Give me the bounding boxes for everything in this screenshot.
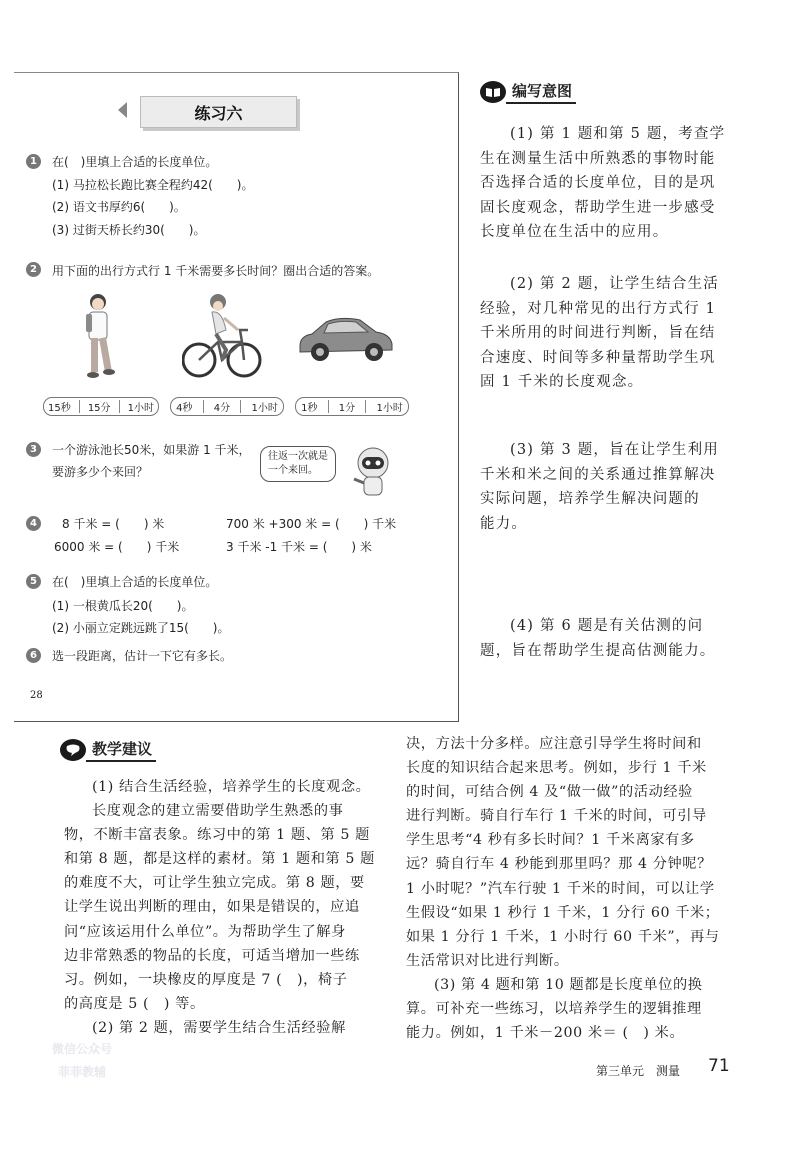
design-intent-para-2 — [480, 272, 780, 395]
text-line: 习。例如，一块橡皮的厚度是 7 ( )，椅子 — [64, 971, 348, 988]
text-line: 的难度不大，可让学生独立完成。第 8 题，要 — [64, 875, 365, 892]
text-line: 固长度观念，帮助学生进一步感受 — [480, 199, 716, 216]
question-4-b: 700 米 +300 米 = ( ) 千米 — [226, 517, 397, 531]
option-15-minutes[interactable]: 15分 — [87, 403, 111, 414]
text-line: (1) 结合生活经验，培养学生的长度观念。 — [92, 779, 371, 795]
question-6-stem: 选一段距离，估计一下它有多长。 — [52, 649, 233, 663]
text-line: 的高度是 5 ( ) 等。 — [64, 995, 205, 1012]
text-line: 问“应该运用什么单位”。为帮助学生了解身 — [64, 923, 346, 940]
text-line: 1 小时呢？”汽车行驶 1 千米的时间，可以让学 — [406, 880, 715, 897]
text-line: 进行判断。骑自行车行 1 千米的时间，可引导 — [406, 808, 707, 825]
text-line: 算。可补充一些练习，以培养学生的逻辑推理 — [406, 1001, 702, 1018]
text-line: (1) 第 1 题和第 5 题，考查学 — [510, 126, 726, 142]
question-4-a: 8 千米 = ( ) 米 — [62, 517, 165, 531]
bike-time-options — [170, 397, 284, 416]
text-line: 生在测量生活中所熟悉的事物时能 — [480, 150, 716, 167]
watermark-line-1: 微信公众号 — [51, 1042, 112, 1056]
text-line: 物，不断丰富表象。练习中的第 1 题、第 5 题 — [64, 827, 370, 844]
question-5-number: 5 — [26, 574, 41, 589]
question-5-item-1: (1) 一根黄瓜长20( )。 — [52, 599, 194, 613]
option-15-seconds[interactable]: 15秒 — [48, 403, 71, 414]
text-line: 题，旨在帮助学生提高估测能力。 — [480, 642, 716, 659]
text-line: 的时间，可结合例 4 及“做一做”的活动经验 — [406, 784, 693, 801]
textbook-page-number: 28 — [30, 690, 43, 701]
teaching-suggestions-title: 教学建议 — [86, 738, 156, 762]
question-5-item-2: (2) 小丽立定跳远跳了15( )。 — [52, 621, 230, 635]
text-line: (3) 第 3 题，旨在让学生利用 — [510, 442, 719, 458]
walk-time-options — [43, 397, 159, 416]
text-line: 远？骑自行车 4 秒能到那里吗？那 4 分钟呢？ — [406, 856, 712, 873]
option-1-minute[interactable]: 1分 — [338, 403, 356, 414]
text-line: 千米和米之间的关系通过推算解决 — [480, 466, 716, 483]
teaching-right-column — [406, 732, 746, 1045]
text-line: 生假设“如果 1 秒行 1 千米，1 分行 60 千米； — [406, 904, 720, 921]
text-line: (2) 第 2 题，让学生结合生活 — [510, 276, 719, 292]
question-2-stem: 用下面的出行方式行 1 千米需要多长时间？圈出合适的答案。 — [52, 264, 380, 278]
title-arrow-icon — [118, 102, 127, 118]
question-3-line-2: 要游多少个来回？ — [52, 465, 149, 479]
walking-boy-illustration — [78, 292, 118, 380]
text-line: (4) 第 6 题是有关估测的问 — [510, 618, 704, 634]
question-1-number: 1 — [26, 154, 41, 169]
text-line: 否选择合适的长度单位，目的是巩 — [480, 175, 716, 191]
option-4-seconds[interactable]: 4秒 — [176, 403, 193, 414]
exercise-title — [140, 96, 297, 128]
text-line: 长度观念的建立需要借助学生熟悉的事 — [92, 803, 344, 820]
question-1-item-3: (3) 过街天桥长约30( )。 — [52, 223, 206, 237]
bubble-line-2: 一个来回。 — [268, 465, 318, 476]
text-line: 长度单位在生活中的应用。 — [480, 224, 669, 240]
question-4-d: 3 千米 -1 千米 = ( ) 米 — [226, 540, 372, 554]
text-line: 生活常识对比进行判断。 — [406, 952, 569, 969]
text-line: 学生思考“4 秒有多长时间？1 千米离家有多 — [406, 832, 695, 849]
text-line: 能力。例如，1 千米－200 米＝ ( ) 米。 — [406, 1025, 685, 1042]
cyclist-illustration — [182, 292, 262, 382]
question-4-c: 6000 米 = ( ) 千米 — [54, 540, 180, 554]
design-intent-badge — [480, 80, 576, 104]
car-time-options — [295, 397, 409, 416]
design-intent-title: 编写意图 — [506, 80, 576, 104]
text-line: 经验，对几种常见的出行方式行 1 — [480, 300, 717, 317]
robot-speech-bubble — [260, 446, 336, 482]
question-5-stem: 在( )里填上合适的长度单位。 — [52, 575, 218, 589]
text-line: 如果 1 分行 1 千米，1 小时行 60 千米”，再与 — [406, 928, 720, 945]
bubble-line-1: 往返一次就是 — [268, 451, 328, 462]
question-6-number: 6 — [26, 648, 41, 663]
text-line: 固 1 千米的长度观念。 — [480, 374, 644, 390]
question-3-line-1: 一个游泳池长50米，如果游 1 千米， — [52, 443, 251, 457]
option-1-hour[interactable]: 1小时 — [376, 403, 403, 414]
exercise-title-text: 练习六 — [194, 103, 243, 123]
design-intent-para-4 — [480, 614, 780, 663]
text-line: 长度的知识结合起来思考。例如，步行 1 千米 — [406, 760, 707, 777]
text-line: 边非常熟悉的物品的长度，可适当增加一些练 — [64, 947, 360, 964]
car-illustration — [296, 312, 394, 362]
option-1-hour[interactable]: 1小时 — [251, 403, 278, 414]
text-line: 实际问题，培养学生解决问题的 — [480, 491, 700, 507]
question-3-number: 3 — [26, 442, 41, 457]
text-line: 和第 8 题，都是这样的素材。第 1 题和第 5 题 — [64, 851, 375, 868]
text-line: (3) 第 4 题和第 10 题都是长度单位的换 — [434, 976, 703, 993]
text-line: 合速度、时间等多种量帮助学生巩 — [480, 349, 716, 366]
robot-icon — [350, 445, 396, 499]
footer-page-number: 71 — [708, 1056, 730, 1076]
option-1-hour[interactable]: 1小时 — [127, 403, 154, 414]
question-1-stem: 在( )里填上合适的长度单位。 — [52, 155, 218, 169]
question-2-number: 2 — [26, 262, 41, 277]
question-1-item-1: (1) 马拉松长跑比赛全程约42( )。 — [52, 178, 254, 192]
teaching-left-column — [64, 775, 394, 1040]
design-intent-para-3 — [480, 438, 780, 536]
text-line: 让学生说出判断的理由，如果是错误的，应追 — [64, 899, 360, 916]
book-icon — [480, 81, 506, 103]
watermark-line-2: 菲菲教辅 — [57, 1065, 106, 1079]
teaching-suggestions-badge — [60, 738, 156, 762]
question-1-item-2: (2) 语文书厚约6( )。 — [52, 200, 186, 214]
question-4-number: 4 — [26, 516, 41, 531]
text-line: (2) 第 2 题，需要学生结合生活经验解 — [92, 1019, 346, 1036]
text-line: 千米所用的时间进行判断，旨在结 — [480, 325, 716, 341]
text-line: 能力。 — [480, 515, 528, 532]
watermark — [22, 1040, 142, 1100]
option-1-second[interactable]: 1秒 — [301, 403, 318, 414]
footer-unit-label: 第三单元 测量 — [596, 1064, 681, 1078]
design-intent-para-1 — [480, 122, 780, 245]
speech-icon — [60, 739, 86, 761]
option-4-minutes[interactable]: 4分 — [213, 403, 231, 414]
text-line: 决，方法十分多样。应注意引导学生将时间和 — [406, 736, 702, 752]
